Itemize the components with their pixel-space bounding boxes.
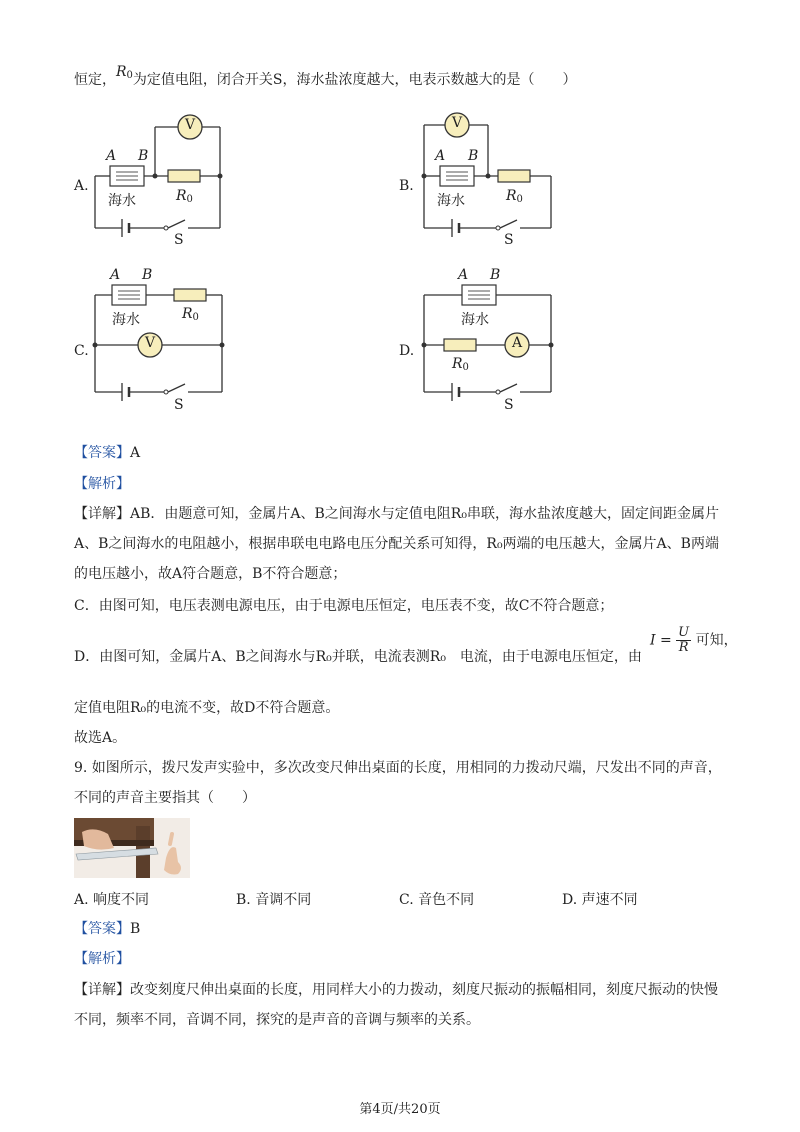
voltmeter-symbol: V (145, 335, 156, 351)
conclusion-8: 故选A。 (74, 730, 127, 746)
resistor-label: $R_0$ (506, 188, 523, 205)
seawater-label: 海水 (437, 193, 465, 209)
option-c-label: C. (74, 343, 89, 359)
voltmeter-symbol: V (185, 117, 196, 133)
ruler-experiment-photo (74, 818, 190, 878)
detail-8-line3: 的电压越小，故A符合题意，B不符合题意； (74, 566, 347, 582)
q9-option-c: C. 音色不同 (399, 892, 475, 908)
answer-8: 【答案】A (74, 445, 141, 461)
q9-option-b: B. 音调不同 (236, 892, 312, 908)
seawater-label: 海水 (112, 312, 140, 328)
page-number: 第4页/共20页 (359, 1102, 441, 1117)
option-d-explanation: D．由图可知，金属片A、B之间海水与R₀并联，电流表测R₀ 电流，由于电源电压恒定，由 (74, 649, 642, 665)
analysis-8-tag: 【解析】 (74, 476, 130, 492)
point-a-label: A (110, 267, 121, 283)
detail-9-line2: 不同，频率不同，音调不同，探究的是声音的音调与频率的关系。 (74, 1012, 480, 1028)
detail-8-line1: 【详解】AB．由题意可知，金属片A、B之间海水与定值电阻R₀串联，海水盐浓度越大，固定间距金属片 (74, 506, 719, 522)
switch-label: S (174, 232, 184, 248)
voltmeter-symbol: V (452, 115, 463, 131)
ohm-law-formula: I = $\frac{U}{R}$ 可知， (650, 625, 738, 655)
point-a-label: A (435, 148, 446, 164)
question-8-stem: 恒定，$R^0$为定值电阻，闭合开关S，海水盐浓度越大，电表示数越大的是（ ） (74, 64, 577, 88)
detail-8-line2: A、B之间海水的电阻越小，根据串联电电路电压分配关系可知得，R₀两端的电压越大，金属片A、B两端 (74, 536, 719, 552)
point-b-label: B (490, 267, 501, 283)
option-d-label: D. (399, 343, 415, 359)
ammeter-symbol: A (512, 335, 523, 351)
point-a-label: A (106, 148, 117, 164)
switch-label: S (504, 232, 514, 248)
option-a-label: A. (74, 178, 89, 194)
option-b-label: B. (399, 178, 414, 194)
point-b-label: B (142, 267, 153, 283)
q9-option-d: D. 声速不同 (562, 892, 638, 908)
seawater-label: 海水 (108, 193, 136, 209)
analysis-9-tag: 【解析】 (74, 951, 130, 967)
question-9-stem-1: 9. 如图所示，拨尺发声实验中，多次改变尺伸出桌面的长度，用相同的力拨动尺端，尺发出不同的声音， (74, 760, 722, 776)
switch-label: S (504, 397, 514, 413)
switch-label: S (174, 397, 184, 413)
option-c-explanation: C．由图可知，电压表测电源电压，由于电源电压恒定，电压表不变，故C不符合题意； (74, 598, 614, 614)
point-a-label: A (458, 267, 469, 283)
seawater-label: 海水 (461, 312, 489, 328)
detail-9-line1: 【详解】改变刻度尺伸出桌面的长度，用同样大小的力拨动，刻度尺振动的振幅相同，刻度尺振动的快慢 (74, 982, 718, 998)
question-9-stem-2: 不同的声音主要指其（ ） (74, 790, 256, 806)
resistor-label: $R_0$ (176, 188, 193, 205)
resistor-label: $R_0$ (452, 356, 469, 373)
q9-option-a: A. 响度不同 (74, 892, 150, 908)
resistor-label: $R_0$ (182, 306, 199, 323)
option-d-explanation-2: 定值电阻R₀的电流不变，故D不符合题意。 (74, 700, 340, 716)
point-b-label: B (138, 148, 149, 164)
answer-9: 【答案】B (74, 921, 141, 937)
point-b-label: B (468, 148, 479, 164)
